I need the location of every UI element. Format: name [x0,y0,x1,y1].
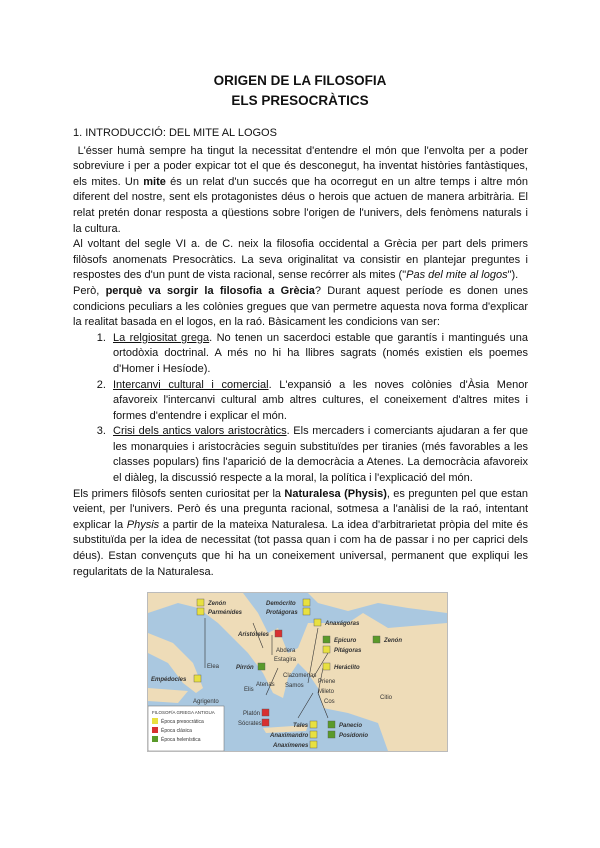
map-label: Anaxímenes [273,743,309,750]
map-label: Panecio [339,723,363,730]
document-subtitle: ELS PRESOCRÀTICS [231,93,369,108]
map-label: Protágoras [266,610,298,617]
map-label: Parménides [208,610,243,617]
city-label: Clazomenas [283,673,317,680]
city-label: Mileto [318,689,335,696]
city-label: Abdera [276,648,296,655]
italic-term: Pas del mite al logos [406,269,508,282]
condition-title: Intercanvi cultural i comercial [113,378,269,391]
condition-text: . L'expansió a les noves colònies d'Àsia Menor afavoreix l'intercanvi cultural amb altres cultures, el coneixement d'altres mites i formes d'entendre i explicar el món. [113,378,528,422]
city-label: Cos [324,699,335,706]
legend-item: Época helenística [161,737,201,744]
map-label: Anaxágoras [325,621,360,628]
city-label: Agrigento [193,699,219,706]
bold-term: mite [143,175,166,188]
text: , es pregunten pel que estan veient, per l'univers. Però és una pregunta racional, sotmesa a l'anàlisi de la raó, intentant explicar la [73,487,528,531]
text: Els primers filòsofs senten curiositat per la [73,487,285,500]
map-label: Zenón [208,601,226,608]
map-label: Tales [293,723,309,730]
section-heading: 1. INTRODUCCIÓ: DEL MITE AL LOGOS [73,127,277,139]
bold-term: Naturalesa (Physis) [284,487,387,500]
city-label: Citio [380,695,393,702]
map-label: Empédocles [151,677,187,684]
map-label: Sócrates [238,721,262,728]
city-label: Samos [285,683,304,690]
list-item [109,378,528,425]
paragraph-presocratics [73,237,528,284]
paragraph-why-greece [73,284,528,331]
legend-item: Época clásica [161,728,192,735]
map-label: Pirrón [236,665,254,672]
list-item [109,424,528,486]
text: és un relat d'un succés que ha ocorregut en un altre temps i altre món diferent del nostre, sent els protagonistes déus o herois que actuen de manera arbitrària. El relat pretén donar resposta a qüestions sobre l'origen de l'univers, dels fenòmens naturals i la cultura. [73,175,529,235]
text: ? Durant aquest període es donen unes condicions peculiars a les colònies gregues que van permetre aquesta nova forma d'explicar la realitat basada en el logos, en la raó. Bàsicament les condicions van ser: [73,284,528,329]
conditions-list [73,331,528,487]
map-label: Demócrito [266,601,296,608]
condition-title: La relgiositat grega [113,331,210,344]
bold-term: perquè va sorgir la filosofia a Grècia [105,284,315,297]
italic-term: Physis [126,518,160,531]
map-label: Platón [243,711,261,718]
condition-text: . Els mercaders i comerciants ajudaran a fer que les monarquies i aristocràcies seguin substituïdes per tiranies (més favorables a les classes populars) fins l'aparició de la democràcia a Atenes. La democràcia afavoreix el diàleg, la discussió respecte a la moral, la política i l'explicació del món. [113,425,529,485]
condition-title: Crisi dels antics valors aristocràtics [113,425,287,438]
condition-text: . No tenen un sacerdoci estable que garantís i mantingués una ortodòxia doctrinal. A més no hi ha llibres sagrats (només existien els poemes d'Homer i Hesíode). [113,331,528,375]
map-label: Aristóteles [238,632,270,639]
map-label: Pitágoras [334,648,362,655]
paragraph-myth [73,144,528,238]
text: "). [507,269,519,282]
map-label: Epicuro [334,638,357,645]
map-label: Posidonio [339,733,368,740]
legend-item: Época presocrática [161,719,204,726]
list-item [109,331,528,378]
city-label: Elea [207,664,220,671]
text: Al voltant del segle VI a. de C. neix la filosofia occidental a Grècia per part dels primers filòsofs anomenats Presocràtics. La seva originalitat va consistir en plantejar preguntes i respostes des d'un punt de vista racional, sense recórrer als mites (" [73,238,528,282]
map-label: Anaximandro [270,733,309,740]
map-label: Zenón [384,638,402,645]
text: a partir de la mateixa Naturalesa. La idea d'arbitrarietat pròpia del mite és substituïda per la idea de necessitat (tot passa quan i com ha de passar i no per caprici dels déus). Estan convençuts que hi ha un coneixement universal, permanent que expliqui les regularitats de la Naturalesa. [73,518,529,578]
city-label: Estagira [274,657,297,664]
city-label: Priene [318,679,336,686]
map-label: Heráclito [334,665,360,672]
greek-philosophy-map [147,592,448,752]
text: L'ésser humà sempre ha tingut la necessitat d'entendre el món que l'envolta per a poder sobreviure i per a poder expicar tot el que és desconegut, ha inventat històries fantàstiques, els mites. Un [73,144,528,188]
city-label: Atenas [256,682,275,689]
map-legend [148,706,224,751]
paragraph-physis [73,487,528,581]
document-title: ORIGEN DE LA FILOSOFIA [213,73,387,88]
text: Però, [73,284,106,297]
legend-title: FILOSOFÍA GRIEGA ANTIGUA [152,710,215,716]
city-label: Elis [244,687,254,694]
document-body [73,126,528,752]
